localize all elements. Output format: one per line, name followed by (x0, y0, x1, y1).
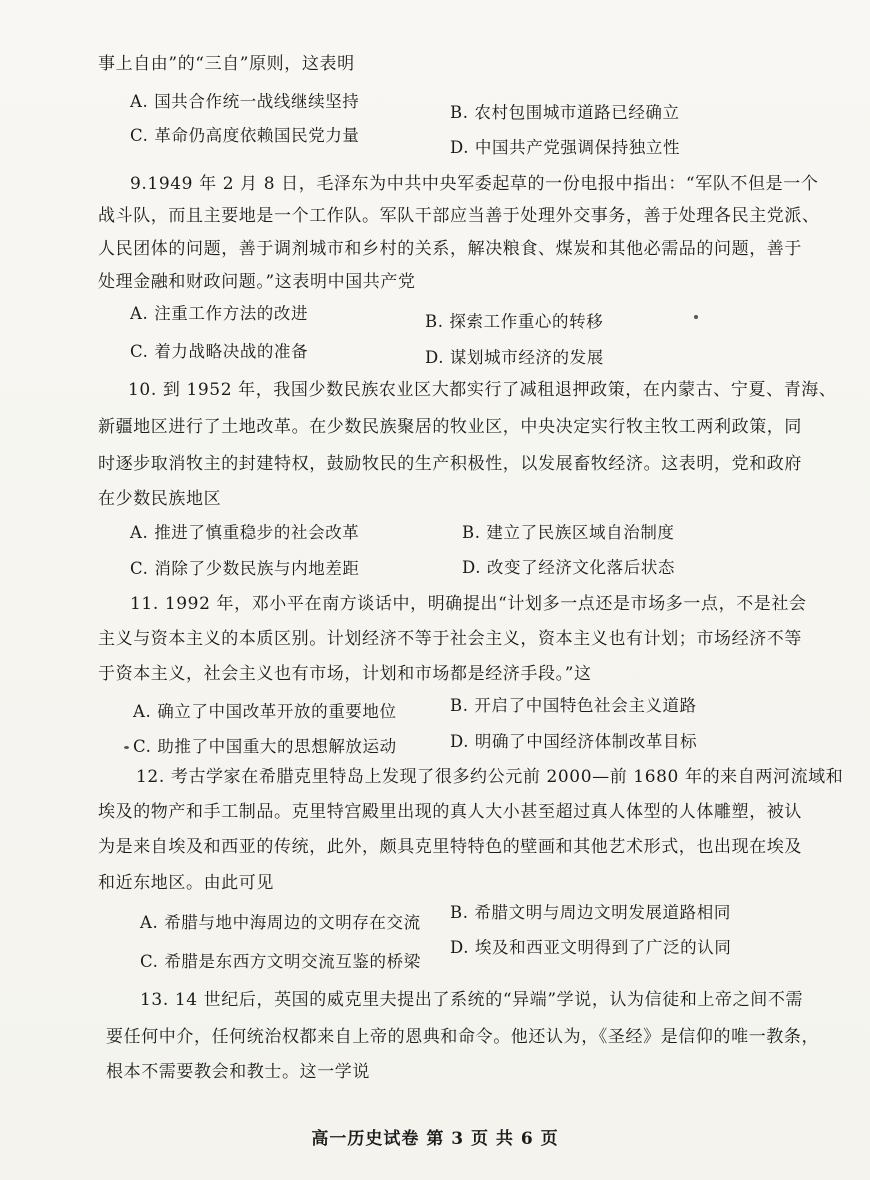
q9-option-b: B. 探索工作重心的转移 (425, 312, 604, 331)
q8-option-a: A. 国共合作统一战线继续坚持 (130, 92, 360, 111)
q12-line-2: 埃及的物产和手工制品。克里特宫殿里出现的真人大小甚至超过真人体型的人体雕塑，被认 (98, 802, 802, 822)
q9-line-3: 人民团体的问题，善于调剂城市和乡村的关系，解决粮食、煤炭和其他必需品的问题，善于 (98, 239, 802, 259)
q12-line-3: 为是来自埃及和西亚的传统，此外，颇具克里特特色的壁画和其他艺术形式，也出现在埃及 (98, 837, 802, 857)
q11-option-d: D. 明确了中国经济体制改革目标 (450, 732, 698, 751)
q10-line-2: 新疆地区进行了土地改革。在少数民族聚居的牧业区，中央决定实行牧主牧工两利政策，同 (98, 417, 802, 437)
q9-line-4: 处理金融和财政问题。”这表明中国共产党 (98, 272, 416, 292)
q8-option-d: D. 中国共产党强调保持独立性 (450, 138, 681, 157)
speck (124, 746, 129, 749)
q12-option-d: D. 埃及和西亚文明得到了广泛的认同 (450, 938, 732, 957)
q11-option-b: B. 开启了中国特色社会主义道路 (450, 696, 697, 715)
q11-option-c: C. 助推了中国重大的思想解放运动 (133, 737, 397, 756)
q13-line-3: 根本不需要教会和教士。这一学说 (106, 1062, 370, 1082)
q10-line-3: 时逐步取消牧主的封建特权，鼓励牧民的生产积极性，以发展畜牧经济。这表明，党和政府 (98, 454, 802, 474)
q8-option-b: B. 农村包围城市道路已经确立 (450, 103, 680, 122)
q12-option-c: C. 希腊是东西方文明交流互鉴的桥梁 (140, 952, 421, 971)
q12-option-b: B. 希腊文明与周边文明发展道路相同 (450, 903, 731, 922)
q9-option-d: D. 谋划城市经济的发展 (425, 348, 604, 367)
q11-line-3: 于资本主义，社会主义也有市场，计划和市场都是经济手段。”这 (98, 664, 592, 684)
q9-line-1: 9.1949 年 2 月 8 日，毛泽东为中共中央军委起草的一份电报中指出：“军队不但是一个 (130, 174, 819, 194)
q10-option-c: C. 消除了少数民族与内地差距 (130, 559, 360, 578)
q9-option-c: C. 着力战略决战的准备 (130, 342, 309, 361)
q13-line-1: 13. 14 世纪后，英国的威克里夫提出了系统的“异端”学说，认为信徒和上帝之间不需 (140, 990, 804, 1010)
q8-stem: 事上自由”的“三自”原则，这表明 (98, 54, 355, 74)
speck (694, 315, 698, 319)
q12-option-a: A. 希腊与地中海周边的文明存在交流 (140, 913, 421, 932)
q8-option-c: C. 革命仍高度依赖国民党力量 (130, 126, 360, 145)
q10-option-b: B. 建立了民族区域自治制度 (462, 523, 675, 542)
q11-line-2: 主义与资本主义的本质区别。计划经济不等于社会主义，资本主义也有计划；市场经济不等 (98, 629, 802, 649)
q11-option-a: A. 确立了中国改革开放的重要地位 (133, 702, 397, 721)
q9-line-2: 战斗队，而且主要地是一个工作队。军队干部应当善于处理外交事务，善于处理各民主党派、 (98, 206, 820, 226)
q11-line-1: 11. 1992 年，邓小平在南方谈话中，明确提出“计划多一点还是市场多一点，不是社会 (130, 594, 807, 614)
q10-line-4: 在少数民族地区 (98, 489, 222, 509)
q13-line-2: 要任何中介，任何统治权都来自上帝的恩典和命令。他还认为，《圣经》是信仰的唯一教条， (106, 1027, 820, 1047)
q12-line-1: 12. 考古学家在希腊克里特岛上发现了很多约公元前 2000—前 1680 年的来自两河流域和 (136, 767, 844, 787)
q9-option-a: A. 注重工作方法的改进 (130, 304, 309, 323)
q10-option-a: A. 推进了慎重稳步的社会改革 (130, 523, 360, 542)
q10-option-d: D. 改变了经济文化落后状态 (462, 558, 676, 577)
q10-line-1: 10. 到 1952 年，我国少数民族农业区大都实行了减租退押政策，在内蒙古、宁夏、青海、 (128, 380, 837, 400)
page-footer: 高一历史试卷 第 3 页 共 6 页 (311, 1129, 559, 1149)
q12-line-4: 和近东地区。由此可见 (98, 873, 274, 893)
